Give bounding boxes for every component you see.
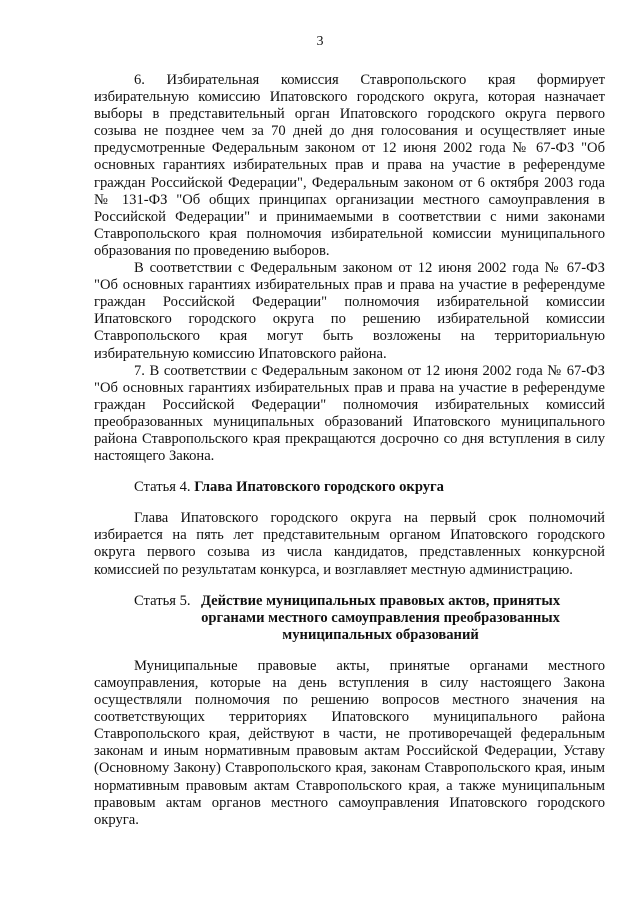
paragraph-6: 6. Избирательная комиссия Ставропольского края формирует избирательную комиссию Ипатовского городского округа, которая назначает выборы в представительный орган Ипатовского городского округа первого созыва не позднее чем за 70 дней до дня голосования и осуществляет иные предусмотренные Федеральным законом от 12 июня 2002 года № 67-ФЗ "Об основных гарантиях избирательных прав и права на участие в референдуме граждан Российской Федерации", Федеральным законом от 6 октября 2003 года № 131-ФЗ "Об общих принципах организации местного самоуправления в Российской Федерации" и принимаемыми в соответствии с ними законами Ставропольского края полномочия избирательной комиссии муниципального образования по проведению выборов. bbox=[94, 72, 605, 259]
article-4-title: Глава Ипатовского городского округа bbox=[194, 479, 444, 496]
spacer bbox=[94, 644, 605, 658]
article-5-text: Муниципальные правовые акты, принятые органами местного самоуправления, которые на день вступления в силу настоящего Закона осуществляли полномочия по решению вопросов местного значения на соответствующих территориях Ипатовского муниципального района Ставропольского края, действуют в части, не противоречащей федеральным законам и иным нормативным правовым актам Российской Федерации, Уставу (Основному Закону) Ставропольского края, законам Ставропольского края, иным нормативным правовым актам Ставропольского края, а также муниципальным правовым актам органов местного самоуправления Ипатовского городского округа. bbox=[94, 657, 605, 828]
paragraph-7: 7. В соответствии с Федеральным законом от 12 июня 2002 года № 67-ФЗ "Об основных гарантиях избирательных прав и права на участие в референдуме граждан Российской Федерации" полномочия избирательных комиссий преобразованных муниципальных образований Ипатовского муниципального района Ставропольского края прекращаются досрочно со дня вступления в силу настоящего Закона. bbox=[94, 362, 605, 465]
article-4-heading bbox=[94, 479, 605, 496]
article-5-label: Статья 5. bbox=[134, 592, 191, 609]
paragraph-6-continued: В соответствии с Федеральным законом от 12 июня 2002 года № 67-ФЗ "Об основных гарантиях избирательных прав и права на участие в референдуме граждан Российской Федерации" полномочия избирательной комиссии Ипатовского городского округа по решению избирательной комиссии Ставропольского края могут быть возложены на территориальную избирательную комиссию Ипатовского района. bbox=[94, 260, 605, 362]
article-5-title: Действие муниципальных правовых актов, принятых органами местного самоуправления преобразованных муниципальных образований bbox=[200, 592, 561, 643]
article-4-label: Статья 4. bbox=[134, 479, 191, 496]
article-5-heading bbox=[94, 593, 605, 644]
spacer bbox=[94, 496, 605, 510]
spacer bbox=[94, 465, 605, 479]
article-4-text: Глава Ипатовского городского округа на первый срок полномочий избирается на пять лет представительным органом Ипатовского городского округа первого созыва из числа кандидатов, представленных конкурсной комиссией по результатам конкурса, и возглавляет местную администрацию. bbox=[94, 510, 605, 578]
spacer bbox=[94, 579, 605, 593]
document-body bbox=[94, 72, 605, 829]
page-number: 3 bbox=[316, 34, 324, 49]
